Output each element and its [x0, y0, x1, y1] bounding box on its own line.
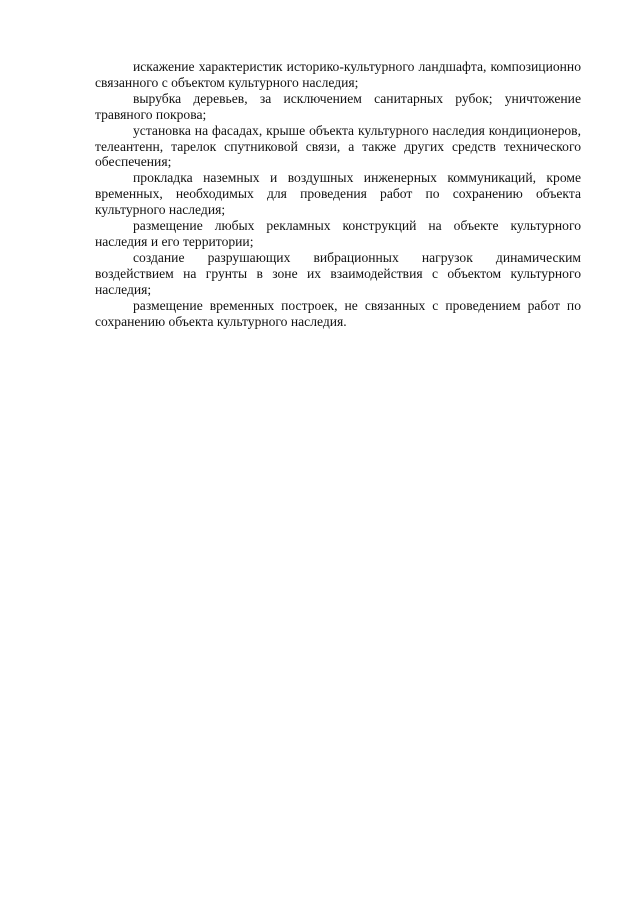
paragraph-tree-felling: вырубка деревьев, за исключением санитарных рубок; уничтожение травяного покрова;: [95, 90, 581, 122]
paragraph-facade-equipment: установка на фасадах, крыше объекта культурного наследия кондиционеров, телеантенн, тарелок спутниковой связи, а также других средств технического обеспечения;: [95, 122, 581, 170]
paragraph-temporary-buildings: размещение временных построек, не связанных с проведением работ по сохранению объекта культурного наследия.: [95, 297, 581, 329]
paragraph-advertising: размещение любых рекламных конструкций на объекте культурного наследия и его территории;: [95, 218, 581, 249]
paragraph-vibration-loads: создание разрушающих вибрационных нагрузок динамическим воздействием на грунты в зоне их взаимодействия с объектом культурного наследия;: [95, 249, 581, 297]
paragraph-engineering-communications: прокладка наземных и воздушных инженерных коммуникаций, кроме временных, необходимых для проведения работ по сохранению объекта культурного наследия;: [95, 170, 581, 218]
document-body: [95, 59, 581, 329]
paragraph-landscape-distortion: искажение характеристик историко-культурного ландшафта, композиционно связанного с объектом культурного наследия;: [95, 59, 581, 90]
